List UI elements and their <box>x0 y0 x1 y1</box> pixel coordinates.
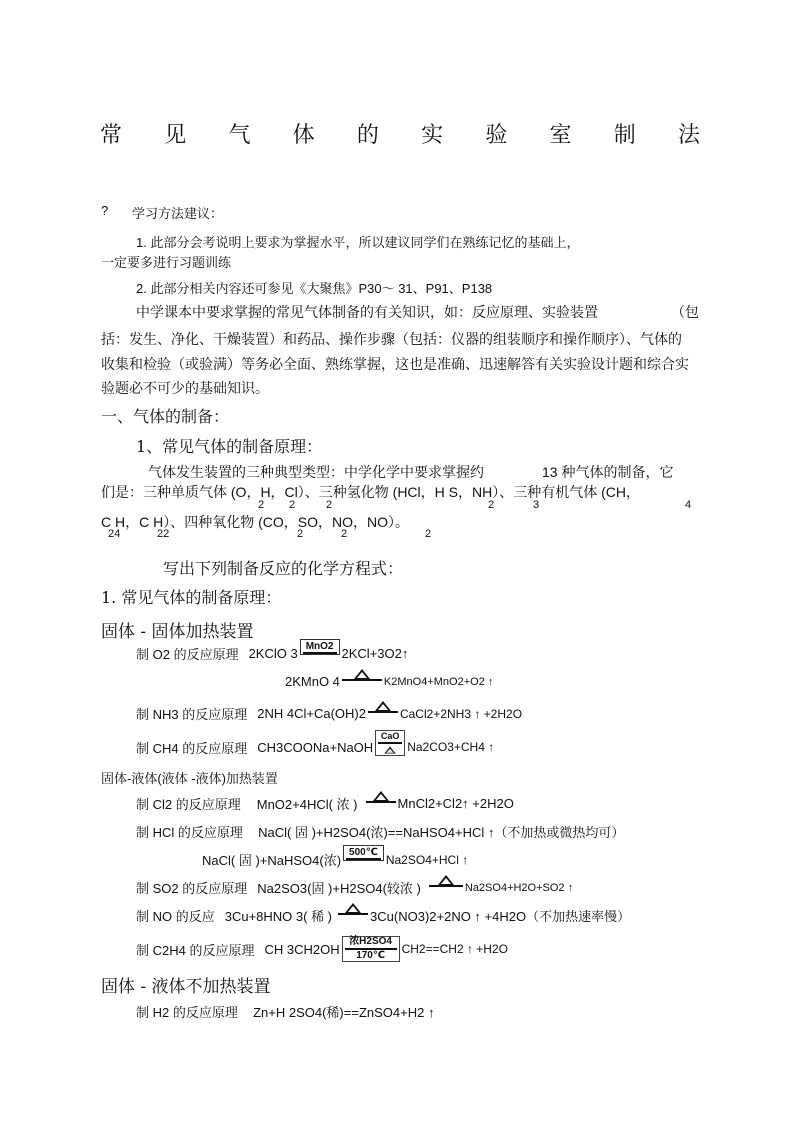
equation-ch4 <box>136 731 495 760</box>
catalyst-label: CaO <box>380 731 400 741</box>
equation-label: 制 Cl2 的反应原理 <box>136 797 241 812</box>
title-char: 法 <box>677 123 700 148</box>
heat-condition <box>429 875 463 887</box>
catalyst-label: 浓H2SO4 <box>349 936 392 947</box>
equation-products: CH2==CH2 ↑ +H2O <box>401 942 508 956</box>
heat-triangle-icon <box>345 903 361 913</box>
group-heading-solid-solid-heat: 固体 - 固体加热装置 <box>101 622 254 642</box>
subscript: 3 <box>533 499 540 511</box>
subscript: 2 <box>425 528 432 540</box>
equation-reactants: 2KClO 3 <box>248 646 298 661</box>
reaction-condition <box>342 936 400 962</box>
tips-heading: 学习方法建议： <box>132 206 224 221</box>
heat-triangle-icon <box>375 701 391 711</box>
equation-products: 3Cu(NO3)2+2NO ↑ +4H2O（不加热速率慢） <box>370 909 631 924</box>
write-equations-prompt: 写出下列制备反应的化学方程式： <box>163 559 404 578</box>
intro-line-3: 收集和检验（或验满）等务必全面、熟练掌握，这也是准确、迅速解答有关实验设计题和综合实 <box>101 356 689 372</box>
reaction-condition <box>375 730 405 756</box>
equation-c2h4 <box>136 936 508 962</box>
equation-reactants: 3Cu+8HNO 3( 稀 ) <box>224 909 333 924</box>
subheading-principles: 1、常见气体的制备原理： <box>136 437 323 456</box>
title-char: 室 <box>549 123 572 148</box>
heat-triangle-icon <box>385 747 396 754</box>
temperature-label: 170℃ <box>356 950 385 961</box>
types-line-1a: 气体发生装置的三种典型类型：中学化学中要求掌握约 <box>148 464 484 480</box>
equation-reactants: NaCl( 固 )+NaHSO4(浓) <box>202 853 342 868</box>
page-title <box>100 118 700 149</box>
equation-label: 制 SO2 的反应原理 <box>136 881 248 896</box>
subscript: 2 <box>326 499 333 511</box>
equation-label: 制 NO 的反应 <box>136 909 215 924</box>
section-heading-preparation: 一、气体的制备： <box>101 407 230 426</box>
heat-triangle-icon <box>438 875 454 885</box>
temperature-label: 500℃ <box>349 846 378 858</box>
equation-reactants: MnO2+4HCl( 浓 ) <box>256 797 358 812</box>
equation-nh3 <box>136 704 522 723</box>
intro-line-4: 验题必不可少的基础知识。 <box>101 380 269 396</box>
reaction-condition <box>300 639 340 655</box>
subscript: 2 <box>488 499 495 511</box>
equation-text: NaCl( 固 )+H2SO4(浓)==NaHSO4+HCl ↑（不加热或微热均可） <box>258 825 625 840</box>
equation-so2 <box>136 878 573 897</box>
equation-reactants: 2KMnO 4 <box>285 674 340 689</box>
subscript: 4 <box>685 499 692 511</box>
equation-products: Na2SO4+H2O+SO2 ↑ <box>464 881 574 894</box>
title-char: 体 <box>292 123 315 148</box>
equation-products: CaCl2+2NH3 ↑ +2H2O <box>399 706 523 721</box>
equation-label: 制 H2 的反应原理 <box>136 1005 238 1020</box>
equation-label: 制 C2H4 的反应原理 <box>136 942 255 958</box>
types-line-3: C H，C H）、四种氧化物 (CO，SO，NO，NO）。 <box>101 514 409 530</box>
heat-triangle-icon <box>354 669 370 679</box>
subscript: 2 <box>258 499 265 511</box>
heat-condition <box>368 701 398 713</box>
equation-h2 <box>136 1002 434 1021</box>
equation-products: K2MnO4+MnO2+O2 ↑ <box>383 675 494 688</box>
types-line-1b: 13 种气体的制备，它 <box>542 464 674 480</box>
heat-condition <box>338 903 368 915</box>
intro-line-2: 括：发生、净化、干燥装置）和药品、操作步骤（包括：仪器的组装顺序和操作顺序）、气体的 <box>101 331 682 347</box>
equation-label: 制 O2 的反应原理 <box>136 647 239 662</box>
equation-reactants: 2NH 4Cl+Ca(OH)2 <box>257 706 366 721</box>
subscript: 2 <box>297 528 304 540</box>
tips-item-1-cont: 一定要多进行习题训练 <box>101 255 232 270</box>
group-heading-solid-liquid-noheat: 固体 - 液体不加热装置 <box>101 977 271 997</box>
tips-marker: ? <box>101 203 109 218</box>
equation-products: 2KCl+3O2↑ <box>341 646 409 661</box>
catalyst-label: MnO2 <box>305 640 334 652</box>
equation-hcl-1 <box>136 822 624 841</box>
title-char: 见 <box>164 123 187 148</box>
subscript: 2 <box>341 528 348 540</box>
equation-products: MnCl2+Cl2↑ +2H2O <box>397 796 514 811</box>
equation-label: 制 HCl 的反应原理 <box>136 825 243 840</box>
title-char: 实 <box>421 123 444 148</box>
equation-reactants: Na2SO3(固 )+H2SO4(较浓 ) <box>257 881 421 896</box>
equation-o2-kmno4 <box>285 674 493 689</box>
equation-no <box>136 906 630 925</box>
equation-text: Zn+H 2SO4(稀)==ZnSO4+H2 ↑ <box>253 1005 435 1020</box>
intro-line-1-tail: （包 <box>671 304 699 320</box>
heat-condition <box>366 791 396 803</box>
title-char: 气 <box>228 123 251 148</box>
title-char: 常 <box>100 123 123 148</box>
tips-item-2: 2. 此部分相关内容还可参见《大聚焦》P30～ 31、P91、P138 <box>136 281 493 296</box>
reaction-condition <box>343 845 384 861</box>
heat-triangle-icon <box>373 791 389 801</box>
equation-label: 制 NH3 的反应原理 <box>136 707 248 722</box>
title-char: 的 <box>356 123 379 148</box>
group-heading-solid-liquid-heat: 固体-液体(液体 -液体)加热装置 <box>101 771 278 786</box>
equation-reactants: CH 3CH2OH <box>264 941 340 957</box>
subheading-principles-2: 1. 常见气体的制备原理： <box>101 588 282 607</box>
equation-products: Na2CO3+CH4 ↑ <box>407 740 495 754</box>
equation-reactants: CH3COONa+NaOH <box>257 739 374 755</box>
equation-cl2 <box>136 794 514 813</box>
equation-o2-kclo3 <box>136 640 409 663</box>
equation-label: 制 CH4 的反应原理 <box>136 740 248 756</box>
equation-products: Na2SO4+HCl ↑ <box>385 852 469 867</box>
subscript: 2 <box>289 499 296 511</box>
subscript: 22 <box>157 528 170 540</box>
intro-line-1: 中学课本中要求掌握的常见气体制备的有关知识，如：反应原理、实验装置 <box>136 304 598 320</box>
types-line-2: 们是：三种单质气体 (O，H，Cl）、三种氢化物 (HCl，H S，NH）、三种有机气体 (CH， <box>101 484 640 500</box>
heat-condition <box>342 669 382 681</box>
title-char: 验 <box>485 123 508 148</box>
equation-hcl-2 <box>202 846 469 869</box>
subscript: 24 <box>108 528 121 540</box>
title-char: 制 <box>613 123 636 148</box>
tips-item-1: 1. 此部分会考说明上要求为掌握水平，所以建议同学们在熟练记忆的基础上， <box>136 235 580 250</box>
